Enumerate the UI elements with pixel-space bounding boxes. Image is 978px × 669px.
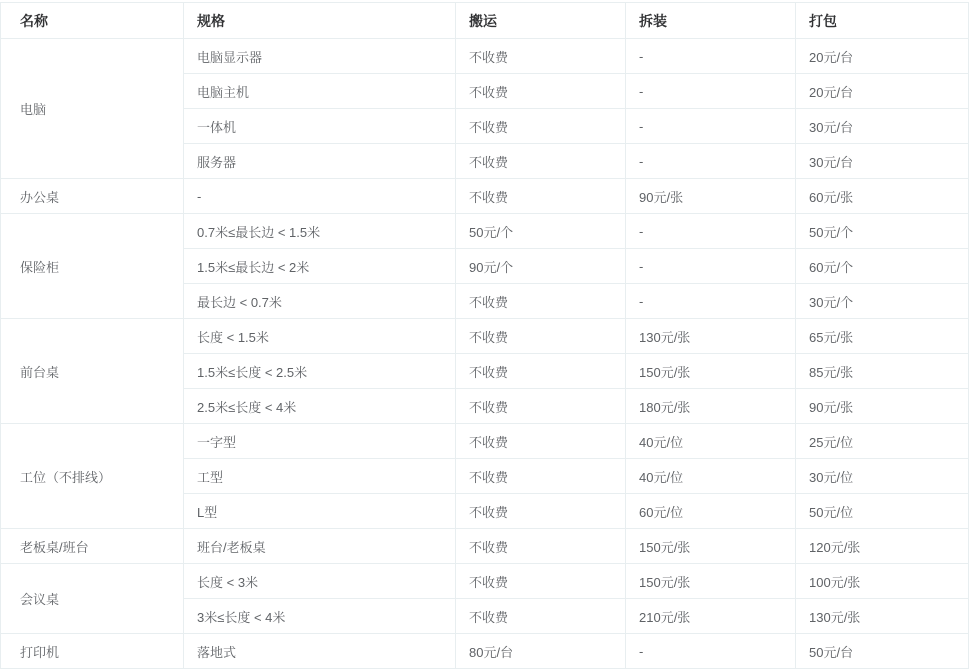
carry-cell: 50元/个 (456, 214, 626, 249)
disassembly-cell: 210元/张 (626, 599, 796, 634)
spec-cell: 1.5米≤长度 < 2.5米 (184, 354, 456, 389)
packing-cell: 30元/台 (796, 109, 969, 144)
packing-cell: 130元/张 (796, 599, 969, 634)
packing-cell: 60元/张 (796, 179, 969, 214)
spec-cell: 1.5米≤最长边 < 2米 (184, 249, 456, 284)
disassembly-cell: - (626, 214, 796, 249)
carry-cell: 不收费 (456, 389, 626, 424)
disassembly-cell: 150元/张 (626, 354, 796, 389)
packing-cell: 50元/个 (796, 214, 969, 249)
disassembly-cell: 60元/位 (626, 494, 796, 529)
packing-cell: 50元/位 (796, 494, 969, 529)
spec-cell: 工型 (184, 459, 456, 494)
spec-cell: 一字型 (184, 424, 456, 459)
carry-cell: 不收费 (456, 564, 626, 599)
carry-cell: 80元/台 (456, 634, 626, 669)
packing-cell: 30元/个 (796, 284, 969, 319)
disassembly-cell: 130元/张 (626, 319, 796, 354)
carry-cell: 不收费 (456, 494, 626, 529)
header-cell-name: 名称 (1, 3, 184, 39)
category-cell: 保险柜 (1, 214, 184, 319)
disassembly-cell: 150元/张 (626, 529, 796, 564)
carry-cell: 不收费 (456, 599, 626, 634)
category-cell: 电脑 (1, 39, 184, 179)
spec-cell: 服务器 (184, 144, 456, 179)
table-header-row (1, 3, 969, 39)
disassembly-cell: - (626, 109, 796, 144)
table-row (1, 634, 969, 669)
packing-cell: 60元/个 (796, 249, 969, 284)
disassembly-cell: 180元/张 (626, 389, 796, 424)
table-row (1, 179, 969, 214)
category-cell: 老板桌/班台 (1, 529, 184, 564)
packing-cell: 20元/台 (796, 39, 969, 74)
spec-cell: 班台/老板桌 (184, 529, 456, 564)
carry-cell: 不收费 (456, 39, 626, 74)
category-cell: 前台桌 (1, 319, 184, 424)
packing-cell: 85元/张 (796, 354, 969, 389)
pricing-table (0, 2, 969, 669)
header-cell-disassembly: 拆装 (626, 3, 796, 39)
packing-cell: 30元/台 (796, 144, 969, 179)
carry-cell: 不收费 (456, 144, 626, 179)
spec-cell: 最长边 < 0.7米 (184, 284, 456, 319)
table-row (1, 39, 969, 74)
disassembly-cell: - (626, 39, 796, 74)
carry-cell: 不收费 (456, 529, 626, 564)
table-row (1, 319, 969, 354)
table-row (1, 529, 969, 564)
spec-cell: L型 (184, 494, 456, 529)
spec-cell: 3米≤长度 < 4米 (184, 599, 456, 634)
table-body (1, 39, 969, 669)
packing-cell: 65元/张 (796, 319, 969, 354)
packing-cell: 25元/位 (796, 424, 969, 459)
disassembly-cell: 40元/位 (626, 424, 796, 459)
disassembly-cell: - (626, 284, 796, 319)
carry-cell: 不收费 (456, 179, 626, 214)
carry-cell: 不收费 (456, 424, 626, 459)
packing-cell: 90元/张 (796, 389, 969, 424)
spec-cell: 落地式 (184, 634, 456, 669)
disassembly-cell: - (626, 634, 796, 669)
carry-cell: 90元/个 (456, 249, 626, 284)
packing-cell: 100元/张 (796, 564, 969, 599)
packing-cell: 20元/台 (796, 74, 969, 109)
packing-cell: 120元/张 (796, 529, 969, 564)
disassembly-cell: - (626, 249, 796, 284)
table-row (1, 424, 969, 459)
spec-cell: 2.5米≤长度 < 4米 (184, 389, 456, 424)
spec-cell: 电脑显示器 (184, 39, 456, 74)
carry-cell: 不收费 (456, 459, 626, 494)
header-cell-carry: 搬运 (456, 3, 626, 39)
packing-cell: 50元/台 (796, 634, 969, 669)
spec-cell: 0.7米≤最长边 < 1.5米 (184, 214, 456, 249)
category-cell: 打印机 (1, 634, 184, 669)
packing-cell: 30元/位 (796, 459, 969, 494)
disassembly-cell: - (626, 144, 796, 179)
category-cell: 工位（不排线） (1, 424, 184, 529)
disassembly-cell: 150元/张 (626, 564, 796, 599)
spec-cell: 长度 < 3米 (184, 564, 456, 599)
header-cell-packing: 打包 (796, 3, 969, 39)
spec-cell: 长度 < 1.5米 (184, 319, 456, 354)
carry-cell: 不收费 (456, 319, 626, 354)
carry-cell: 不收费 (456, 74, 626, 109)
table-row (1, 214, 969, 249)
category-cell: 会议桌 (1, 564, 184, 634)
carry-cell: 不收费 (456, 109, 626, 144)
disassembly-cell: 40元/位 (626, 459, 796, 494)
category-cell: 办公桌 (1, 179, 184, 214)
disassembly-cell: 90元/张 (626, 179, 796, 214)
spec-cell: 电脑主机 (184, 74, 456, 109)
carry-cell: 不收费 (456, 354, 626, 389)
spec-cell: - (184, 179, 456, 214)
table-row (1, 564, 969, 599)
spec-cell: 一体机 (184, 109, 456, 144)
disassembly-cell: - (626, 74, 796, 109)
header-cell-spec: 规格 (184, 3, 456, 39)
carry-cell: 不收费 (456, 284, 626, 319)
